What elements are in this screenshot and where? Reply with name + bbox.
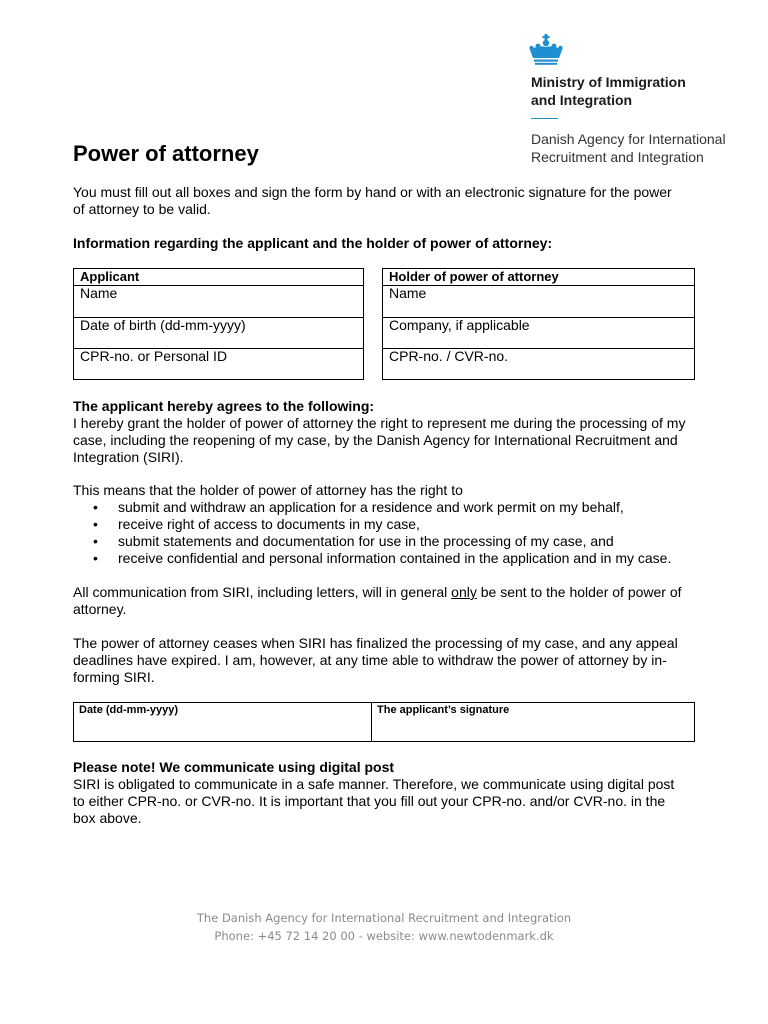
footer-line-1: The Danish Agency for International Recruitment and Integration bbox=[196, 911, 572, 925]
communication-emphasis: only bbox=[451, 584, 477, 600]
ministry-name bbox=[531, 73, 686, 109]
holder-heading: Holder of power of attorney bbox=[389, 269, 559, 284]
list-item bbox=[73, 533, 703, 550]
bullet-icon: • bbox=[93, 499, 98, 515]
holder-box bbox=[382, 268, 695, 380]
note-line-2: to either CPR-no. or CVR-no. It is important that you fill out your CPR-no. and/or CVR-no. in the bbox=[73, 793, 666, 809]
ministry-line-2: and Integration bbox=[531, 92, 633, 108]
rights-list bbox=[73, 499, 703, 567]
communication-line-1 bbox=[73, 584, 703, 601]
agreement-section bbox=[73, 398, 703, 466]
holder-cpr-cvr-field[interactable]: CPR-no. / CVR-no. bbox=[383, 348, 694, 379]
ministry-line-1: Ministry of Immigration bbox=[531, 74, 686, 90]
note-line-3: box above. bbox=[73, 810, 142, 826]
communication-paragraph bbox=[73, 584, 703, 618]
footer-line-2: Phone: +45 72 14 20 00 - website: www.newtodenmark.dk bbox=[214, 929, 554, 943]
signature-label: The applicant’s signature bbox=[377, 704, 510, 716]
agency-line-1: Danish Agency for International bbox=[531, 131, 726, 147]
ceases-line-3: forming SIRI. bbox=[73, 669, 155, 685]
applicant-id-field[interactable]: CPR-no. or Personal ID bbox=[74, 348, 363, 379]
list-item-text: receive confidential and personal information contained in the application and in my case. bbox=[118, 550, 672, 566]
date-label: Date (dd-mm-yyyy) bbox=[79, 704, 179, 716]
list-item-text: submit and withdraw an application for a residence and work permit on my behalf, bbox=[118, 499, 624, 515]
signature-field[interactable] bbox=[372, 703, 694, 741]
agreement-heading: The applicant hereby agrees to the following: bbox=[73, 398, 375, 414]
signature-box bbox=[73, 702, 695, 742]
agency-line-2: Recruitment and Integration bbox=[531, 149, 704, 165]
bullet-icon: • bbox=[93, 550, 98, 566]
page-title: Power of attorney bbox=[73, 141, 259, 166]
rights-section bbox=[73, 482, 703, 567]
communication-pre: All communication from SIRI, including letters, will in general bbox=[73, 584, 452, 600]
ceases-paragraph bbox=[73, 635, 703, 686]
holder-name-field[interactable]: Name bbox=[383, 285, 694, 317]
danish-crown-icon bbox=[528, 34, 564, 66]
bullet-icon: • bbox=[93, 516, 98, 532]
intro-line-2: of attorney to be valid. bbox=[73, 201, 211, 217]
ceases-line-1: The power of attorney ceases when SIRI has finalized the processing of my case, and any appeal bbox=[73, 635, 678, 651]
date-field[interactable] bbox=[74, 703, 372, 741]
rights-intro: This means that the holder of power of attorney has the right to bbox=[73, 482, 463, 498]
agreement-line-1: I hereby grant the holder of power of attorney the right to represent me during the processing of my bbox=[73, 415, 686, 431]
applicant-birthdate-field[interactable]: Date of birth (dd-mm-yyyy) bbox=[74, 317, 363, 348]
list-item bbox=[73, 550, 703, 567]
list-item bbox=[73, 499, 703, 516]
list-item-text: receive right of access to documents in my case, bbox=[118, 516, 420, 532]
communication-line-2: attorney. bbox=[73, 601, 127, 617]
ceases-line-2: deadlines have expired. I am, however, at any time able to withdraw the power of attorney by in- bbox=[73, 652, 667, 668]
intro-line-1: You must fill out all boxes and sign the form by hand or with an electronic signature for the power bbox=[73, 184, 672, 200]
agency-name bbox=[531, 130, 726, 166]
list-item-text: submit statements and documentation for use in the processing of my case, and bbox=[118, 533, 614, 549]
list-item bbox=[73, 516, 703, 533]
note-line-1: SIRI is obligated to communicate in a safe manner. Therefore, we communicate using digital post bbox=[73, 776, 675, 792]
logo-divider bbox=[531, 118, 558, 119]
bullet-icon: • bbox=[93, 533, 98, 549]
applicant-box bbox=[73, 268, 364, 380]
note-heading: Please note! We communicate using digital post bbox=[73, 759, 395, 775]
agreement-line-2: case, including the reopening of my case, by the Danish Agency for International Recruitment and bbox=[73, 432, 678, 448]
info-heading: Information regarding the applicant and the holder of power of attorney: bbox=[73, 235, 553, 251]
intro-paragraph bbox=[73, 184, 703, 218]
page-footer bbox=[0, 909, 768, 945]
applicant-heading: Applicant bbox=[80, 269, 140, 284]
communication-post: be sent to the holder of power of bbox=[476, 584, 682, 600]
agreement-line-3: Integration (SIRI). bbox=[73, 449, 184, 465]
applicant-name-field[interactable]: Name bbox=[74, 285, 363, 317]
holder-company-field[interactable]: Company, if applicable bbox=[383, 317, 694, 348]
note-section bbox=[73, 759, 703, 827]
